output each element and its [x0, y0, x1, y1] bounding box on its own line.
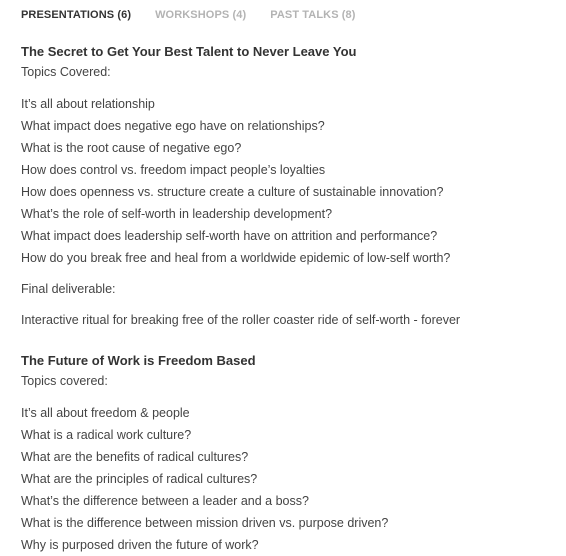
- topic-item: What’s the role of self-worth in leadership development?: [21, 207, 333, 221]
- tab-past-talks[interactable]: PAST TALKS (8): [270, 9, 356, 21]
- tab-presentations[interactable]: PRESENTATIONS (6): [21, 9, 132, 21]
- topic-item: What are the benefits of radical cultures?: [21, 450, 249, 464]
- topic-item: What is the difference between mission driven vs. purpose driven?: [21, 516, 389, 530]
- topics-label: Topics covered:: [21, 374, 108, 388]
- topic-item: What are the principles of radical cultures?: [21, 472, 258, 486]
- talk-section: [21, 41, 551, 331]
- talk-title: The Future of Work is Freedom Based: [21, 353, 256, 368]
- tab-workshops[interactable]: WORKSHOPS (4): [155, 9, 247, 21]
- topic-item: How do you break free and heal from a worldwide epidemic of low-self worth?: [21, 251, 451, 265]
- presentations-panel: [21, 41, 551, 556]
- topic-list: [21, 402, 551, 556]
- topic-item: What impact does leadership self-worth have on attrition and performance?: [21, 229, 438, 243]
- topic-item: It’s all about relationship: [21, 97, 155, 111]
- topic-item: What’s the difference between a leader and a boss?: [21, 494, 309, 508]
- talk-tabs: [21, 9, 356, 21]
- talk-section: [21, 350, 551, 556]
- topic-item: How does control vs. freedom impact people’s loyalties: [21, 163, 326, 177]
- topic-item: It’s all about freedom & people: [21, 406, 190, 420]
- topics-label: Topics Covered:: [21, 65, 111, 79]
- talk-title: The Secret to Get Your Best Talent to Never Leave You: [21, 44, 357, 59]
- topic-item: What impact does negative ego have on relationships?: [21, 119, 325, 133]
- topic-item: What is the root cause of negative ego?: [21, 141, 242, 155]
- topic-item: How does openness vs. structure create a culture of sustainable innovation?: [21, 185, 444, 199]
- topic-item: Why is purposed driven the future of work?: [21, 538, 259, 552]
- topic-list: [21, 93, 551, 269]
- deliverable-text: Interactive ritual for breaking free of the roller coaster ride of self-worth - forever: [21, 313, 461, 327]
- topic-item: What is a radical work culture?: [21, 428, 192, 442]
- deliverable-label: Final deliverable:: [21, 282, 116, 296]
